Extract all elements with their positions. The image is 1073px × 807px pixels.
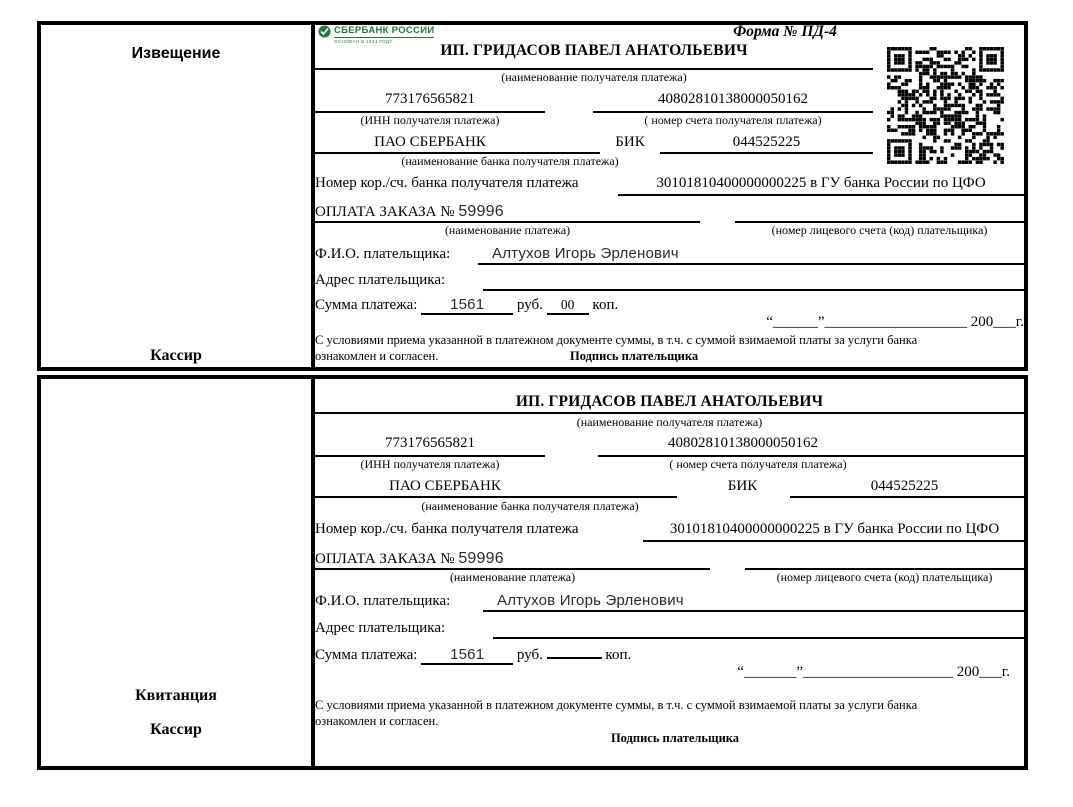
sberbank-emblem-icon	[318, 25, 331, 43]
corr-account-value: 30101810400000000225 в ГУ банка России по ЦФО	[669, 521, 1000, 537]
inn-hint: (ИНН получателя платежа)	[360, 457, 500, 471]
account-hint: ( номер счета получателя платежа)	[644, 113, 822, 127]
bik-label: БИК	[727, 478, 758, 494]
notice-stub-title: Извещение	[131, 45, 221, 62]
corr-account-value: 30101810400000000225 в ГУ банка России по ЦФО	[656, 175, 986, 191]
order-number-value: 59996	[458, 550, 504, 567]
date-line: “______”___________________ 200___г.	[766, 314, 1024, 330]
agreement-line2: ознакомлен и согласен.	[315, 349, 439, 363]
receipt-cashier-label: Кассир	[150, 721, 202, 738]
recipient-name: ИП. ГРИДАСОВ ПАВЕЛ АНАТОЛЬЕВИЧ	[515, 393, 824, 410]
notice-cashier-label: Кассир	[150, 347, 202, 364]
kop-label: коп.	[592, 297, 619, 313]
payment-hint: (наименование платежа)	[444, 223, 571, 237]
notice-stub	[41, 25, 315, 367]
receipt-stub-title: Квитанция	[135, 687, 217, 704]
inn-value: 773176565821	[385, 91, 475, 107]
payer-address-field	[483, 271, 1024, 291]
amount-kop-value	[547, 657, 602, 659]
payer-fio-field	[483, 592, 1024, 612]
account-value: 40802810138000050162	[668, 435, 818, 451]
receipt-stub	[41, 379, 315, 766]
payment-name-prefix: ОПЛАТА ЗАКАЗА №	[315, 551, 455, 567]
receipt-panel	[315, 379, 1024, 766]
amount-row	[315, 296, 618, 315]
payment-hint: (наименование платежа)	[449, 570, 576, 584]
notice-panel	[315, 25, 1024, 367]
amount-kop-value: 00	[547, 296, 589, 315]
recipient-name: ИП. ГРИДАСОВ ПАВЕЛ АНАТОЛЬЕВИЧ	[440, 42, 748, 59]
bik-label: БИК	[615, 134, 645, 150]
agreement-line1: С условиями приема указанной в платежном документе суммы, в т.ч. с суммой взимаемой платы за услуги банка	[315, 698, 918, 712]
bank-logo-text: СБЕРБАНК РОССИИ	[334, 25, 435, 36]
rule	[643, 540, 1024, 542]
payer-fio-field	[478, 245, 1024, 265]
payer-fio-value: Алтухов Игорь Эрленович	[492, 245, 679, 262]
agreement-line1: С условиями приема указанной в платежном документе суммы, в т.ч. с суммой взимаемой платы за услуги банка	[315, 333, 918, 347]
rule	[315, 412, 1024, 414]
payer-fio-value: Алтухов Игорь Эрленович	[497, 592, 684, 609]
rule	[790, 496, 1024, 498]
bank-name-value: ПАО СБЕРБАНК	[374, 134, 486, 150]
bank-logo-tagline: ОСНОВАН В 1841 ГОДУ	[334, 39, 393, 44]
amount-rub-value: 1561	[421, 296, 513, 315]
payer-address-label: Адрес плательщика:	[315, 272, 446, 288]
corr-account-label: Номер кор./сч. банка получателя платежа	[315, 175, 579, 191]
account-value: 40802810138000050162	[658, 91, 808, 107]
order-number-value: 59996	[458, 203, 504, 220]
kop-label: коп.	[605, 647, 632, 663]
payer-address-label: Адрес плательщика:	[315, 620, 446, 636]
rule	[618, 194, 1024, 196]
receipt-section	[37, 375, 1028, 770]
payer-fio-label: Ф.И.О. плательщика:	[315, 593, 451, 609]
account-hint: ( номер счета получателя платежа)	[669, 457, 847, 471]
amount-label: Сумма платежа:	[315, 647, 418, 663]
signature-label: Подпись плательщика	[610, 731, 740, 745]
personal-account-hint: (номер лицевого счета (код) плательщика)	[776, 570, 993, 584]
rule	[315, 496, 677, 498]
recipient-hint: (наименование получателя платежа)	[576, 415, 763, 429]
inn-value: 773176565821	[385, 435, 475, 451]
signature-label: Подпись плательщика	[570, 349, 699, 363]
payer-fio-label: Ф.И.О. плательщика:	[315, 246, 451, 262]
bank-name-value: ПАО СБЕРБАНК	[389, 478, 501, 494]
personal-account-hint: (номер лицевого счета (код) плательщика)	[771, 223, 988, 237]
rub-label: руб.	[516, 297, 543, 313]
agreement-line2: ознакомлен и согласен.	[315, 714, 439, 728]
notice-section	[37, 21, 1028, 371]
recipient-hint: (наименование получателя платежа)	[501, 70, 687, 84]
payer-address-field	[493, 619, 1024, 639]
amount-rub-value: 1561	[421, 646, 513, 665]
bank-hint: (наименование банка получателя платежа)	[401, 154, 619, 168]
rule	[660, 152, 873, 154]
bank-hint: (наименование банка получателя платежа)	[421, 499, 639, 513]
qr-code	[887, 47, 1004, 164]
amount-row	[315, 646, 631, 665]
payment-name	[315, 550, 504, 568]
form-number-label: Форма № ПД-4	[733, 23, 837, 40]
corr-account-label: Номер кор./сч. банка получателя платежа	[315, 521, 579, 537]
inn-hint: (ИНН получателя платежа)	[360, 113, 500, 127]
date-line: “_______”____________________ 200___г.	[737, 664, 1010, 680]
bik-value: 044525225	[732, 134, 801, 150]
payment-name	[315, 203, 504, 221]
payment-name-prefix: ОПЛАТА ЗАКАЗА №	[315, 204, 455, 220]
bik-value: 044525225	[870, 478, 939, 494]
amount-label: Сумма платежа:	[315, 297, 418, 313]
rub-label: руб.	[516, 647, 543, 663]
